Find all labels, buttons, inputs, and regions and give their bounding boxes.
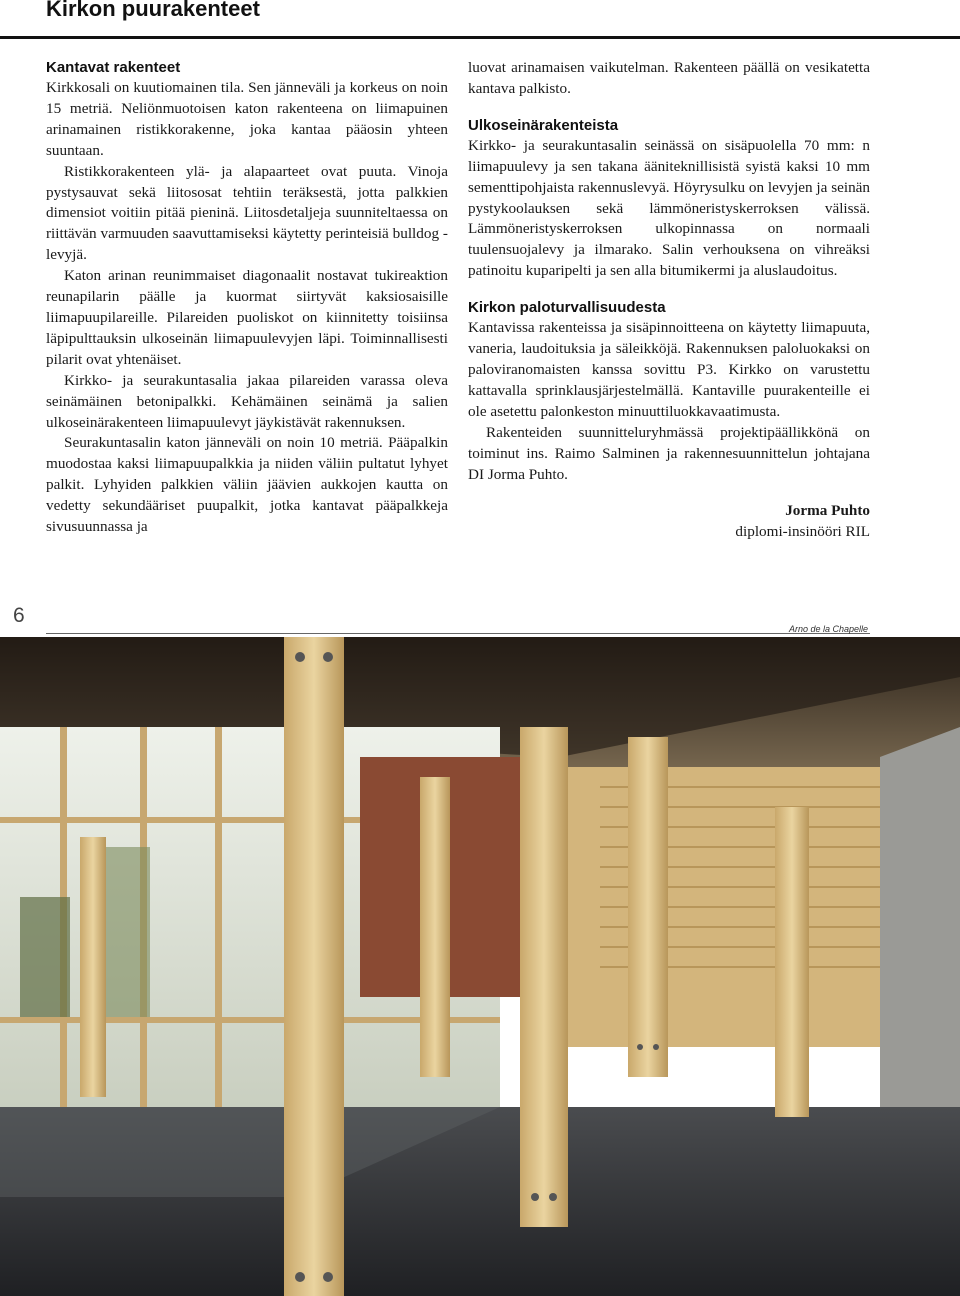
- paragraph-continuation: luovat arinamaisen vaikutelman. Rakenteen päällä on vesikatetta kantava palkisto.: [468, 59, 870, 97]
- paragraph: Kirkkosali on kuutiomainen tila. Sen jänneväli ja korkeus on noin 15 metriä. Neliönmuotoisen katon rakenteena on liimapuinen arinamainen ristikkorakenne, joka kantaa pääosin yhteen suuntaan.: [46, 79, 448, 159]
- paragraph: Rakenteiden suunnitteluryhmässä projektipäällikkönä on toiminut ins. Raimo Salminen ja rakennesuunnittelun johtajana DI Jorma Puhto.: [468, 423, 870, 483]
- paragraph: Seurakuntasalin katon jänneväli on noin 10 metriä. Pääpalkin muodostaa kaksi liimapuupalkkia ja niiden väliin pultatut lyhyet palkit. Lyhyiden palkkien väliin jäävien aukkojen kautta on vedetty sekundääriset puupalkit, jotka kantavat pääpalkkeja sivusuunnassa ja: [46, 434, 448, 536]
- left-column: [46, 58, 448, 538]
- paragraph: Ristikkorakenteen ylä- ja alapaarteet ovat puuta. Vinoja pystysauvat sekä liitososat tehtiin teräksestä, jotta palkkien dimensiot voitiin pitää pieninä. Liitosdetaljeja suunniteltaessa on riittävän varmuuden saavuttamiseksi käytetty perinteisiä bulldog -levyjä.: [46, 162, 448, 264]
- author-name: Jorma Puhto: [785, 502, 870, 520]
- author-title: diplomi-insinööri RIL: [735, 523, 870, 541]
- section-heading-fire-safety: Kirkon paloturvallisuudesta: [468, 299, 666, 317]
- paragraph: Kirkko- ja seurakuntasalia jakaa pilareiden varassa oleva seinämäinen betonipalkki. Kehämäinen seinämä ja salien ulkoseinärakenteen liimapuulevyt jäykistävät rakennuksen.: [46, 371, 448, 431]
- right-column: [468, 58, 870, 543]
- header-bar: [0, 0, 960, 39]
- paragraph: Kantavissa rakenteissa ja sisäpinnoitteena on käytetty liimapuuta, vaneria, laudoituksia ja säleikköjä. Rakennuksen paloluokaksi on paloviranomaisten kanssa sovittu P3. Kirkko on varustettu kattavalla sprinklausjärjestelmällä. Kantaville puurakenteille ei ole asetettu palonkeston minuuttiluokkavaatimusta.: [468, 319, 870, 420]
- page-title: Kirkon puurakenteet: [46, 0, 260, 21]
- interior-photo: [0, 637, 960, 1296]
- section-heading-exterior-walls: Ulkoseinärakenteista: [468, 116, 619, 134]
- paragraph: Kirkko- ja seurakuntasalin seinässä on sisäpuolella 70 mm: n liimapuulevy ja sen takana ääniteknillisistä syistä kaksi 10 mm sementtipohjaista rakennuslevyä. Höyrysulku on levyjen ja seinän pystykoolauksen sekä lämmöneristyskerroksen välissä. Lämmöneristyskerroksen ulkopinnassa on normaali tuulensuojalevy ja ilmarako. Salin verhouksena on vihreäksi patinoitu kuparipelti ja sen alla bitumikermi ja aluslaudoitus.: [468, 136, 870, 280]
- photo-credit: Arno de la Chapelle: [788, 624, 868, 634]
- paragraph: Katon arinan reunimmaiset diagonaalit nostavat tukireaktion reunapilarin päälle ja kuormat siirtyvät kaksiosaisille liimapuupilareille. Pilareiden puoliskot on kiinnitetty toisiinsa läpipulttauksin ulkoseinän liimapuulevyjen läpi. Toiminnallisesti pilarit ovat yhtenäiset.: [46, 267, 448, 368]
- page-number: 6: [13, 604, 25, 627]
- photo-illustration: [0, 637, 960, 1296]
- author-signature: [468, 501, 870, 543]
- divider: [46, 633, 870, 634]
- section-heading-load-bearing: Kantavat rakenteet: [46, 59, 181, 76]
